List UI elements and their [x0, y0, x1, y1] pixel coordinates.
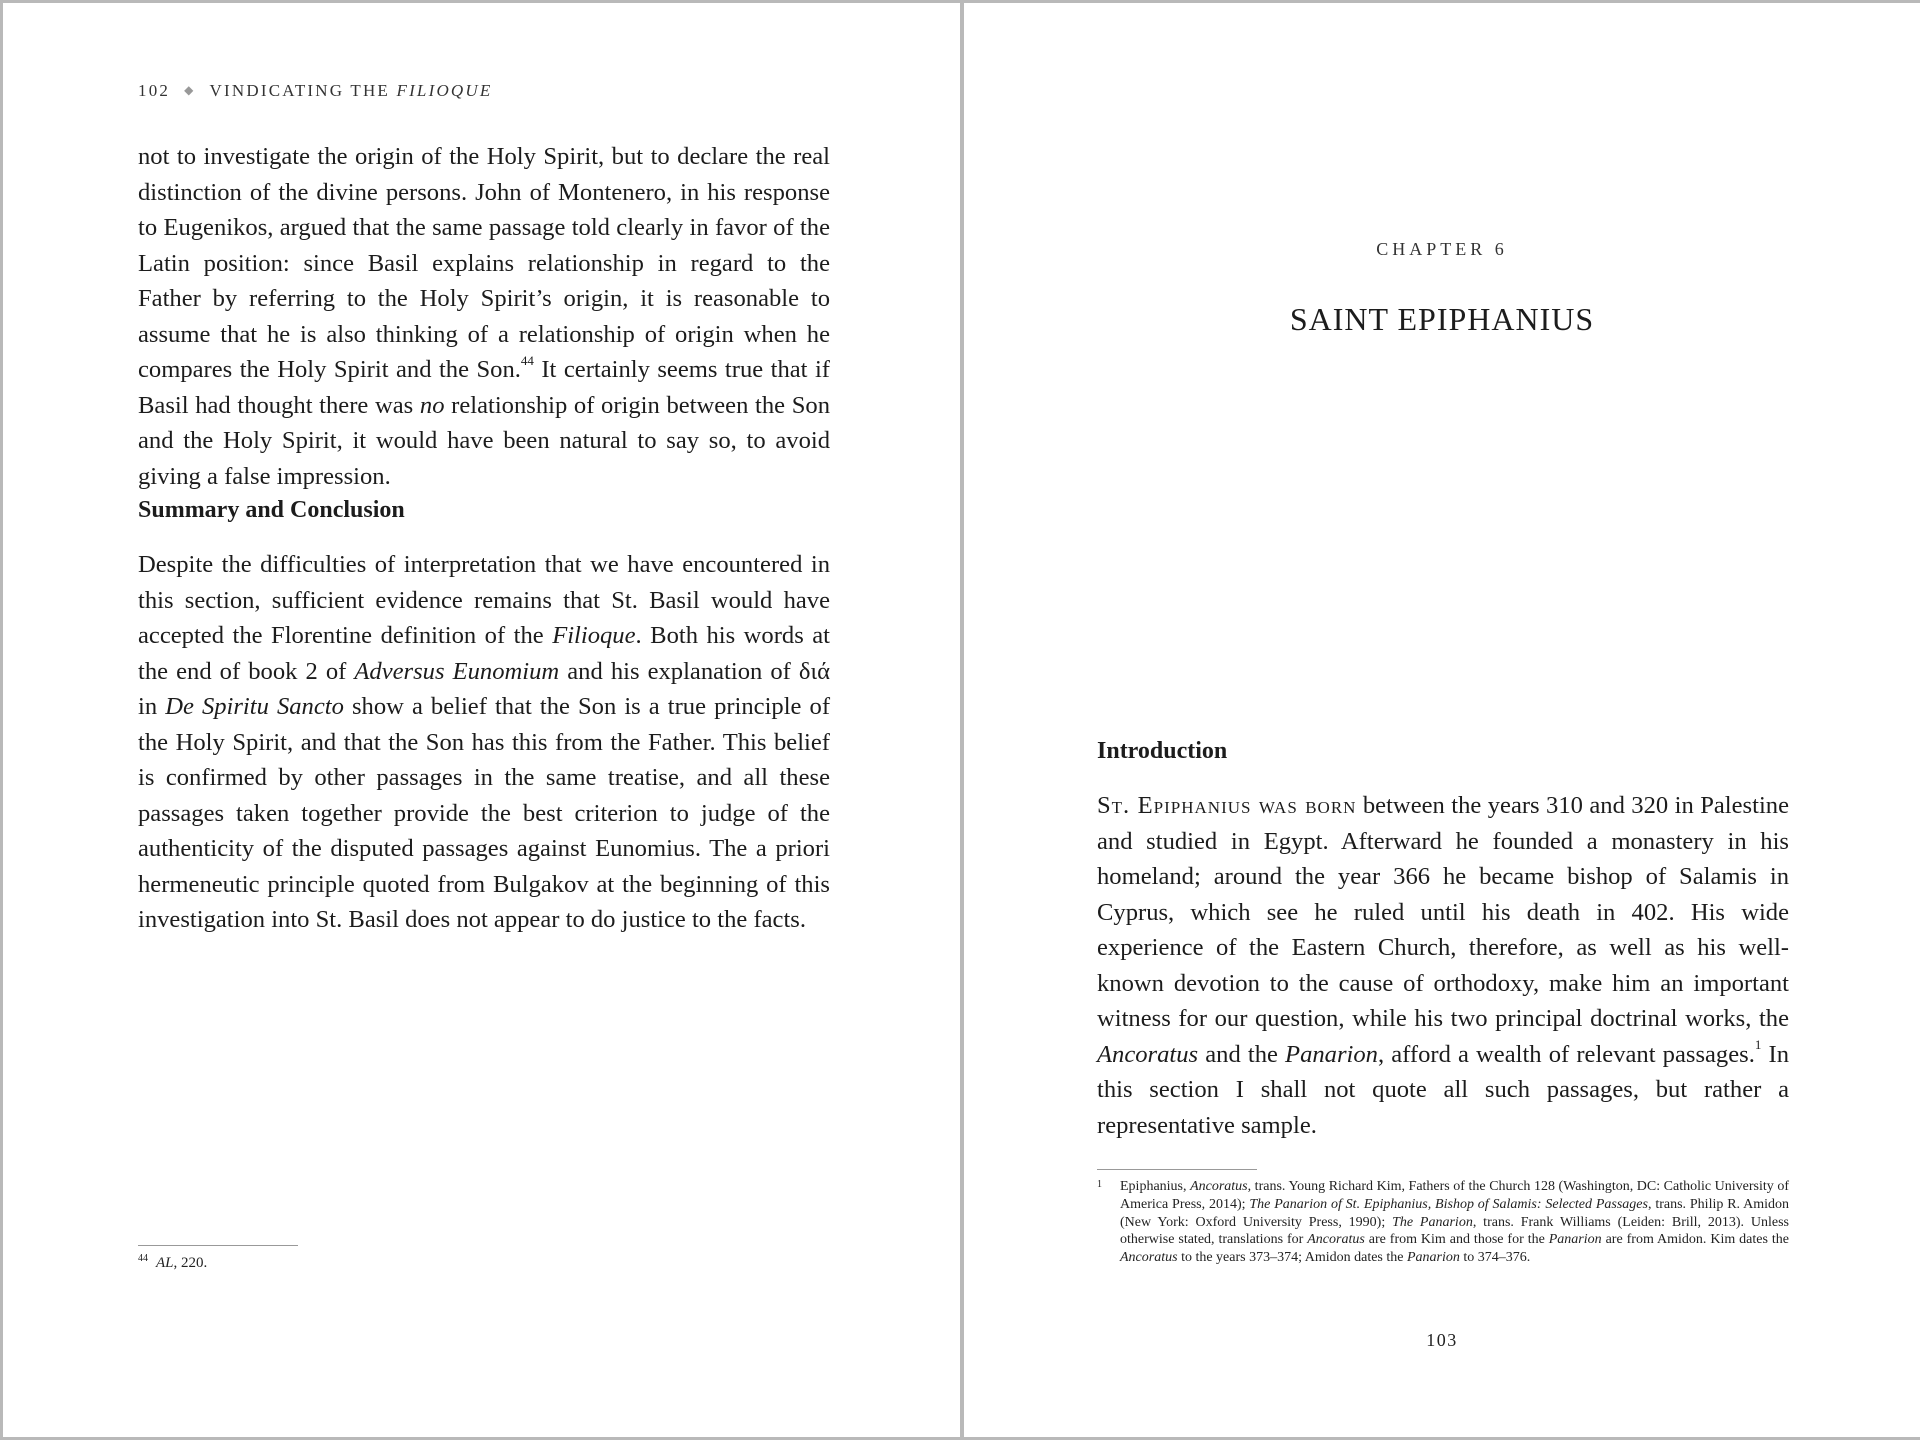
- footnote-text: , 220.: [173, 1255, 208, 1271]
- text-run-italic: Filioque: [552, 622, 636, 649]
- text-run-italic: Adversus Eunomium: [354, 657, 560, 685]
- left-paragraph-2: [138, 547, 830, 938]
- footnote-body: [1120, 1178, 1789, 1267]
- text-run: in: [138, 693, 166, 720]
- text-run: Despite the difficulties of interpretation that we have encountered in this section, sufficient evidence remains that St. Basil would have accepted the Florentine definition of the: [138, 551, 830, 649]
- footnote-italic: The Panarion of St. Epiphanius, Bishop of Salamis: Selected Passages: [1249, 1196, 1648, 1212]
- left-page: [3, 3, 960, 1437]
- text-run: not to investigate the origin of the Holy Spirit, but to declare the real distinction of the divine persons. John of Montenero, in his response to Eugenikos, argued that the same passage told clearly in favor of the Latin position: since Basil explains relationship in regard to the Father by referring to the Holy Spirit’s origin, it is reasonable to assume that he is also thinking of a relationship of origin when he compares the Holy Spirit and the Son.: [138, 143, 830, 383]
- right-page-number: 103: [1426, 1330, 1458, 1350]
- chapter-label: CHAPTER 6: [1376, 239, 1508, 259]
- greek-word: διά: [798, 657, 831, 685]
- running-head-title: VINDICATING THE: [209, 81, 391, 100]
- footnote-1: [1097, 1178, 1789, 1267]
- footnote-text: are from Kim and those for the: [1364, 1232, 1549, 1248]
- footnote-number: 44: [138, 1253, 148, 1264]
- text-run-italic: no: [419, 391, 445, 419]
- footnote-ref-44[interactable]: 44: [520, 352, 534, 368]
- text-run: . Both his words at the end of book 2 of: [138, 622, 830, 685]
- footnote-italic: AL: [156, 1255, 174, 1271]
- text-run-italic: Ancoratus: [1097, 1040, 1199, 1068]
- text-run: and the: [1198, 1040, 1286, 1068]
- small-caps-lead: St. Epiphanius was born: [1097, 792, 1357, 819]
- footnote-text: to 374–376.: [1459, 1250, 1531, 1266]
- text-run: , afford a wealth of relevant passages.: [1377, 1040, 1755, 1068]
- footnote-text: to the years 373–374; Amidon dates the: [1177, 1250, 1407, 1266]
- footnote-rule: [1097, 1169, 1257, 1170]
- text-run-italic: Panarion: [1285, 1040, 1378, 1068]
- footnote-italic: Panarion: [1548, 1232, 1602, 1248]
- footnote-italic: Ancoratus: [1307, 1232, 1365, 1248]
- footnote-italic: Ancoratus: [1190, 1179, 1248, 1194]
- footnote-italic: Panarion: [1406, 1250, 1460, 1266]
- footnote-text: , trans. Young Richard Kim, Fathers of the Church 128 (Washington, DC: Catholic University of America Press, 2014);: [1120, 1179, 1789, 1212]
- text-run: It certainly seems true that if Basil had thought there was: [138, 356, 830, 419]
- text-run: show a belief that the Son is a true principle of the Holy Spirit, and that the Son has this from the Father. This belief is confirmed by other passages in the same treatise, and all these passages taken together provide the best criterion to judge of the authenticity of the disputed passages against Eunomius. The a priori hermeneutic principle quoted from Bulgakov at the beginning of this investigation into St. Basil does not appear to do justice to the facts.: [138, 693, 831, 933]
- footnote-ref-1[interactable]: 1: [1754, 1037, 1762, 1053]
- footnote-text: , trans. Frank Williams (Leiden: Brill, 2013). Unless otherwise stated, translations for: [1120, 1214, 1790, 1248]
- footnote-44: [138, 1253, 207, 1272]
- footnote-text: Epiphanius,: [1120, 1179, 1191, 1194]
- left-paragraph-1: [138, 139, 830, 494]
- footnote-text: are from Amidon. Kim dates the: [1601, 1232, 1789, 1248]
- text-run: relationship of origin between the Son and the Holy Spirit, it would have been natural to say so, to avoid giving a false impression.: [138, 391, 830, 490]
- text-run: between the years 310 and 320 in Palestine and studied in Egypt. Afterward he founded a monastery in his homeland; around the year 366 he became bishop of Salamis in Cyprus, which see he ruled until his death in 402. His wide experience of the Eastern Church, therefore, as well as his well-known devotion to the cause of orthodoxy, make him an important witness for our question, while his two principal doctrinal works, the: [1097, 792, 1789, 1032]
- left-page-number: 102: [138, 81, 171, 100]
- right-paragraph-1: [1097, 788, 1789, 1143]
- chapter-title: SAINT EPIPHANIUS: [1289, 301, 1595, 337]
- footnote-rule: [138, 1245, 298, 1246]
- footnote-number: 1: [1097, 1179, 1102, 1190]
- running-head: [138, 81, 492, 101]
- footnote-text: , trans. Philip R. Amidon (New York: Oxford University Press, 1990);: [1120, 1196, 1790, 1230]
- section-heading-introduction: Introduction: [1097, 738, 1228, 764]
- text-run: In this section I shall not quote all such passages, but rather a representative sample.: [1097, 1040, 1789, 1139]
- running-head-title-italic: FILIOQUE: [396, 81, 493, 100]
- diamond-ornament-icon: ◆: [184, 83, 196, 97]
- footnote-italic: Ancoratus: [1120, 1250, 1178, 1266]
- section-heading-summary: Summary and Conclusion: [138, 497, 405, 523]
- footnote-italic: The Panarion: [1392, 1214, 1473, 1230]
- text-run: and his explanation of: [559, 657, 799, 685]
- right-page: [964, 3, 1920, 1437]
- text-run-italic: De Spiritu Sancto: [165, 693, 344, 720]
